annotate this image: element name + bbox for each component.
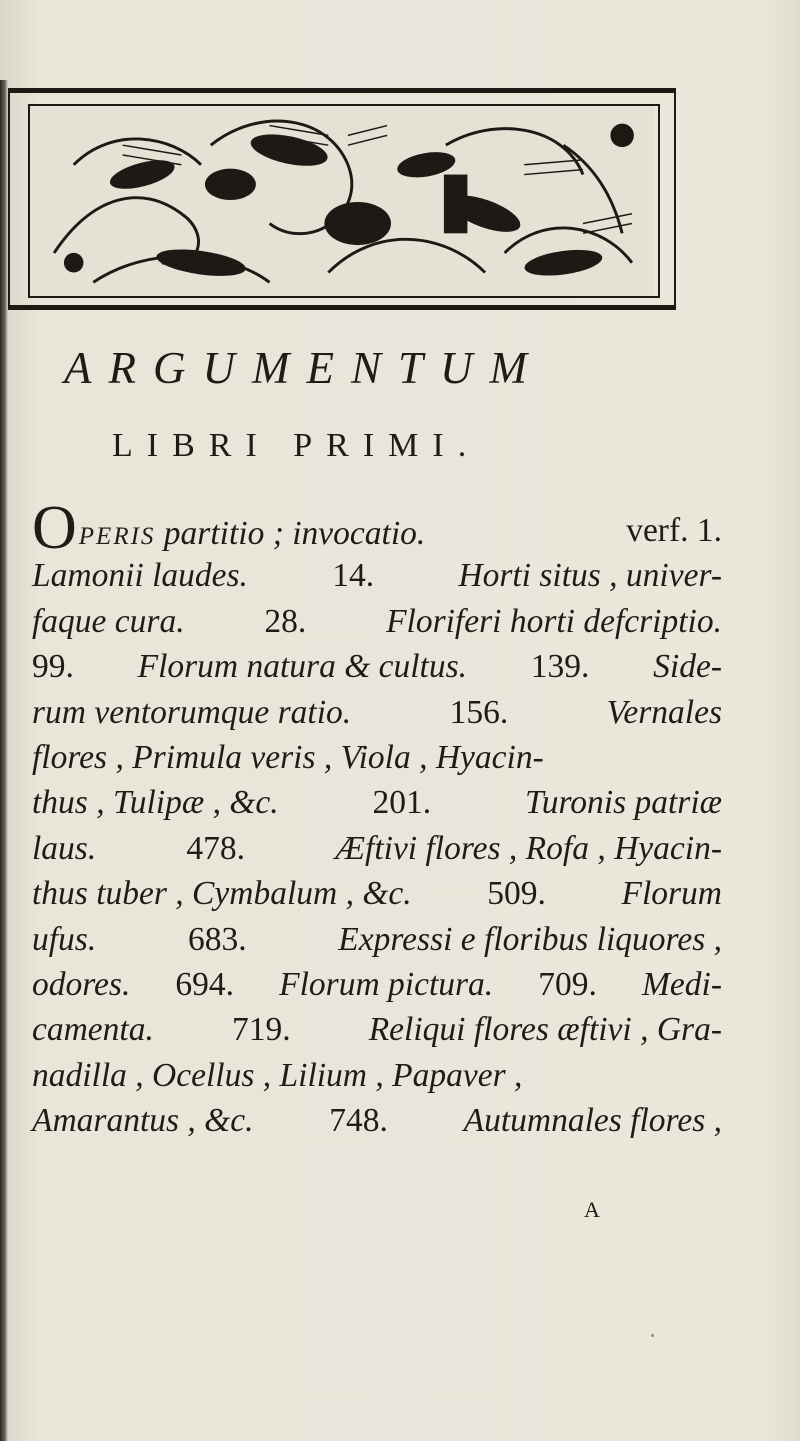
text-line-12 — [32, 1007, 722, 1052]
page-subtitle: LIBRI PRIMI. — [112, 427, 481, 464]
line-segment: 28. — [264, 602, 307, 640]
line-segment: thus tuber , Cymbalum , &c. — [32, 875, 412, 913]
text-line-1 — [32, 494, 722, 562]
text-line-7 — [32, 780, 722, 825]
line-segment: Florum natura & cultus. — [137, 648, 468, 686]
line-segment: 683. — [187, 920, 247, 958]
drop-cap: O — [32, 494, 77, 562]
line-segment: faque cura. — [32, 602, 185, 640]
catchword: A — [584, 1197, 600, 1222]
line-segment: 709. — [538, 965, 597, 1003]
line-segment: PERIS — [78, 523, 156, 550]
argument-text — [32, 494, 722, 1143]
line-segment: 748. — [329, 1102, 388, 1140]
line-segment: verf. 1. — [626, 512, 722, 549]
line-segment: Amarantus , &c. — [32, 1102, 254, 1140]
text-line-11 — [32, 962, 722, 1007]
line-segment: 201. — [372, 784, 432, 822]
line-segment: thus , Tulipæ , &c. — [32, 784, 279, 822]
text-line-10 — [32, 917, 722, 962]
page-spine-shadow — [0, 80, 8, 1441]
line-segment: Reliqui flores æftivi , Gra- — [368, 1011, 722, 1049]
text-line-6 — [32, 735, 722, 780]
line-segment: 14. — [332, 557, 375, 595]
line-segment: Autumnales flores , — [463, 1102, 722, 1140]
line-segment: 99. — [32, 648, 74, 686]
line-segment: nadilla , Ocellus , Lilium , Papaver , — [32, 1056, 523, 1094]
text-line-13 — [32, 1053, 722, 1098]
decorative-headpiece — [28, 104, 660, 298]
line-segment: partitio ; invocatio. — [155, 515, 426, 552]
floral-ornament-icon — [30, 106, 658, 296]
text-line-4 — [32, 644, 722, 689]
line-segment: 694. — [175, 965, 235, 1003]
text-line-8 — [32, 826, 722, 871]
text-line-2 — [32, 553, 722, 598]
text-line-14 — [32, 1098, 722, 1143]
line-segment: Medi- — [641, 965, 722, 1003]
paper-speck — [651, 1334, 654, 1337]
text-line-9 — [32, 871, 722, 916]
line-segment: 156. — [449, 693, 509, 731]
line-segment: camenta. — [32, 1011, 154, 1049]
page-title: ARGUMENTUM — [64, 343, 544, 393]
line-segment: Side- — [653, 648, 722, 686]
line-segment: Florum pictura. — [279, 965, 494, 1003]
line-segment: flores , Primula veris , Viola , Hyacin- — [32, 738, 544, 776]
line-segment: 509. — [487, 875, 546, 913]
line-segment: Æftivi flores , Rofa , Hyacin- — [335, 829, 722, 867]
line-segment: rum ventorumque ratio. — [32, 693, 352, 731]
line-segment: Floriferi horti defcriptio. — [386, 602, 722, 640]
line-segment: Florum — [621, 875, 722, 913]
line-segment: Vernales — [606, 693, 722, 731]
text-line-3 — [32, 599, 722, 644]
line-segment: laus. — [32, 829, 97, 867]
line-segment: 719. — [231, 1011, 291, 1049]
text-line-5 — [32, 690, 722, 735]
line-segment: Expressi e floribus liquores , — [338, 920, 722, 958]
line-segment: 139. — [530, 648, 590, 686]
line-segment: Lamonii laudes. — [32, 557, 248, 595]
line-segment: odores. — [32, 965, 131, 1003]
line-segment: ufus. — [32, 920, 97, 958]
line-segment: 478. — [186, 829, 246, 867]
line-segment: Horti situs , univer- — [458, 557, 722, 595]
line-segment: Turonis patriæ — [524, 784, 722, 822]
